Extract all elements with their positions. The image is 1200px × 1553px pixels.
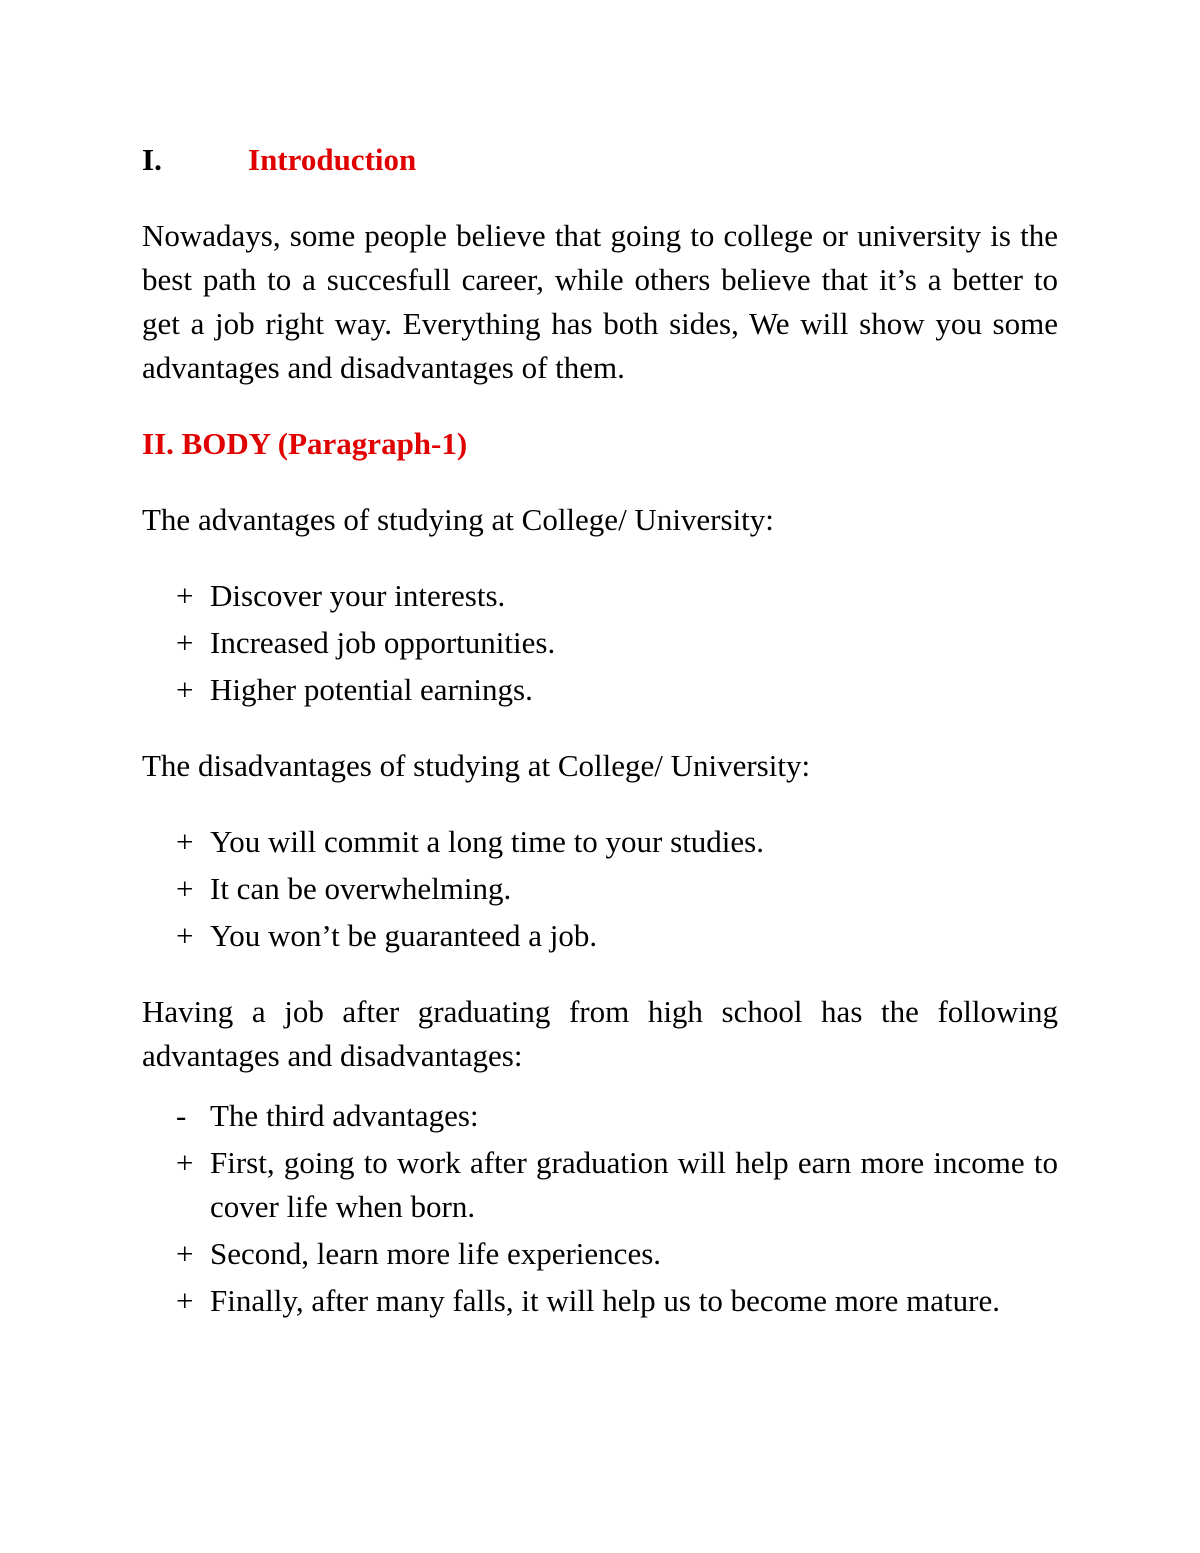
bullet-marker: + xyxy=(176,918,194,953)
dash-marker: - xyxy=(176,1098,187,1133)
body-heading: II. BODY (Paragraph-1) xyxy=(142,426,468,461)
introduction-paragraph: Nowadays, some people believe that going to college or university is the best path to a succesfull career, while others believe that it’s a better to get a job right way. Everything has both sides, We will show you some advantages and disadvantages of them. xyxy=(142,218,1058,385)
bullet-marker: + xyxy=(176,672,194,707)
list-item-text: Finally, after many falls, it will help us to become more mature. xyxy=(210,1283,1001,1318)
list-item-text: First, going to work after graduation will help earn more income to cover life when born. xyxy=(210,1145,1058,1224)
section-number: I. xyxy=(142,142,162,177)
bullet-marker: + xyxy=(176,1145,194,1180)
disadvantages-list xyxy=(142,820,1058,958)
bullet-marker: + xyxy=(176,1236,194,1271)
list-item-text: Discover your interests. xyxy=(210,578,506,613)
bullet-marker: + xyxy=(176,1283,194,1318)
list-item xyxy=(142,668,1058,712)
advantages-lead: The advantages of studying at College/ University: xyxy=(142,502,774,537)
document-page xyxy=(142,138,1058,1355)
advantages-list xyxy=(142,574,1058,712)
disadvantages-lead: The disadvantages of studying at College/ University: xyxy=(142,748,811,783)
introduction-heading xyxy=(142,138,1058,182)
bullet-marker: + xyxy=(176,824,194,859)
section-title: Introduction xyxy=(248,142,417,177)
bullet-marker: + xyxy=(176,871,194,906)
list-item-text: Second, learn more life experiences. xyxy=(210,1236,662,1271)
list-item xyxy=(142,621,1058,665)
list-item-text: You will commit a long time to your studies. xyxy=(210,824,764,859)
bullet-marker: + xyxy=(176,578,194,613)
list-item xyxy=(142,1279,1058,1323)
list-item-text: It can be overwhelming. xyxy=(210,871,512,906)
list-item-text: Higher potential earnings. xyxy=(210,672,533,707)
list-item xyxy=(142,1094,1058,1138)
list-item xyxy=(142,574,1058,618)
list-item xyxy=(142,1141,1058,1229)
list-item-text: The third advantages: xyxy=(210,1098,479,1133)
list-item xyxy=(142,867,1058,911)
list-item xyxy=(142,820,1058,864)
list-item-text: Increased job opportunities. xyxy=(210,625,556,660)
job-list xyxy=(142,1094,1058,1323)
bullet-marker: + xyxy=(176,625,194,660)
list-item-text: You won’t be guaranteed a job. xyxy=(210,918,598,953)
list-item xyxy=(142,914,1058,958)
job-paragraph: Having a job after graduating from high school has the following advantages and disadvantages: xyxy=(142,994,1058,1073)
list-item xyxy=(142,1232,1058,1276)
